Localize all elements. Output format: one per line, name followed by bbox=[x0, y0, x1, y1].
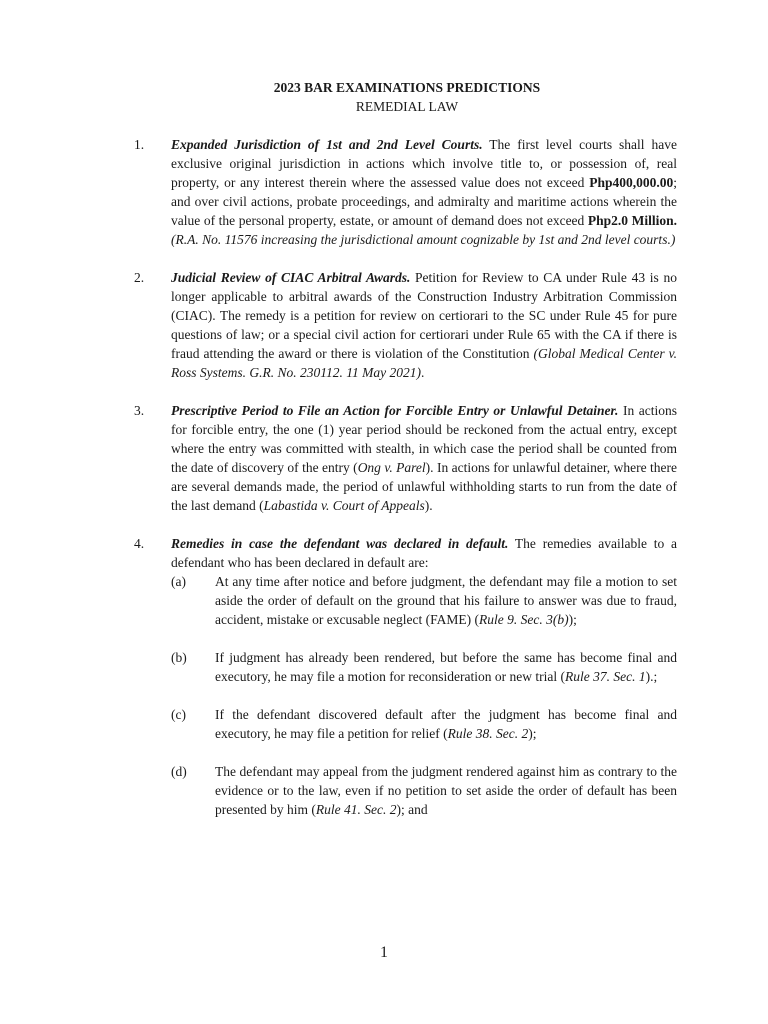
sub-item-text bbox=[215, 648, 677, 686]
sub-item-end: ); bbox=[528, 726, 537, 741]
item-citation: Labastida v. Court of Appeals bbox=[263, 498, 425, 513]
item-heading: Judicial Review of CIAC Arbitral Awards. bbox=[171, 270, 411, 285]
list-item bbox=[134, 401, 677, 515]
item-text: In actions for forcible entry, the one (1) year period should be reckoned from the actual entry, except where the entry was committed with stealth, in which case the period shall be counted from the date of discovery of the entry ( bbox=[171, 403, 677, 475]
item-number: 2. bbox=[134, 270, 145, 285]
sub-item-body: The defendant may appeal from the judgment rendered against him as contrary to the evidence or to the law, even if no petition to set aside the order of default has been presented by him ( bbox=[215, 764, 677, 817]
sub-item-text bbox=[215, 572, 677, 629]
item-number: 4. bbox=[134, 536, 145, 551]
item-text-end: . bbox=[420, 365, 425, 380]
item-body bbox=[171, 401, 677, 515]
item-heading: Prescriptive Period to File an Action for Forcible Entry or Unlawful Detainer. bbox=[171, 403, 619, 418]
item-citation: Ong v. Parel bbox=[357, 460, 426, 475]
sub-item bbox=[171, 762, 677, 819]
sub-item-end: ); and bbox=[396, 802, 428, 817]
document-header bbox=[0, 78, 768, 116]
sub-item bbox=[171, 705, 677, 743]
sub-item-label: (b) bbox=[171, 650, 187, 665]
sub-item-label: (a) bbox=[171, 574, 186, 589]
item-body bbox=[171, 268, 677, 382]
sub-item-end: ); bbox=[568, 612, 577, 627]
sub-item bbox=[171, 648, 677, 686]
sub-item-label: (c) bbox=[171, 707, 186, 722]
sub-item-citation: Rule 37. Sec. 1 bbox=[565, 669, 646, 684]
item-text: ). In actions for unlawful detainer, where there are several demands made, the period of unlawful withholding starts to run from the date of the last demand ( bbox=[171, 460, 678, 513]
sub-item-body: If judgment has already been rendered, but before the same has become final and executory, he may file a motion for reconsideration or new trial ( bbox=[215, 650, 677, 684]
list-item bbox=[134, 268, 677, 382]
sub-item-citation: Rule 41. Sec. 2 bbox=[315, 802, 397, 817]
list-item bbox=[134, 534, 677, 819]
sub-item-end: ).; bbox=[645, 669, 658, 684]
sub-item-citation: Rule 9. Sec. 3(b) bbox=[479, 612, 569, 627]
document-subtitle: REMEDIAL LAW bbox=[355, 99, 459, 114]
sub-item-text bbox=[215, 762, 677, 819]
sub-item-body: If the defendant discovered default after the judgment has become final and executory, he may file a petition for relief ( bbox=[215, 707, 677, 741]
page-number: 1 bbox=[380, 944, 388, 961]
item-citation: (R.A. No. 11576 increasing the jurisdictional amount cognizable by 1st and 2nd level courts.) bbox=[171, 232, 676, 247]
item-bold-value: Php2.0 Million. bbox=[587, 213, 677, 228]
item-text: Petition for Review to CA under Rule 43 is no longer applicable to arbitral awards of the Construction Industry Arbitration Commission (CIAC). The remedy is a petition for review on certiorari to the SC under Rule 45 for pure questions of law; or a special civil action for certiorari under Rule 65 with the CA if there is fraud attending the award or there is violation of the Constitution bbox=[171, 270, 677, 361]
document-title: 2023 BAR EXAMINATIONS PREDICTIONS bbox=[273, 80, 541, 95]
item-text: The first level courts shall have exclusive original jurisdiction in actions which involve title to, or possession of, real property, or any interest therein where the assessed value does not exceed bbox=[171, 137, 677, 190]
sub-item-label: (d) bbox=[171, 764, 187, 779]
sub-item-citation: Rule 38. Sec. 2 bbox=[447, 726, 529, 741]
item-bold-value: Php400,000.00 bbox=[589, 175, 674, 190]
item-body bbox=[171, 534, 677, 572]
item-heading: Expanded Jurisdiction of 1st and 2nd Level Courts. bbox=[171, 137, 483, 152]
sub-item-text bbox=[215, 705, 677, 743]
item-body bbox=[171, 135, 677, 249]
sub-item-body: At any time after notice and before judgment, the defendant may file a motion to set aside the order of default on the ground that his failure to answer was due to fraud, accident, mistake or excusable neglect (FAME) ( bbox=[215, 574, 677, 627]
item-text: The remedies available to a defendant who has been declared in default are: bbox=[171, 536, 677, 570]
item-heading: Remedies in case the defendant was declared in default. bbox=[171, 536, 509, 551]
item-text: ; and over civil actions, probate proceedings, and admiralty and maritime actions wherein the value of the personal property, estate, or amount of demand does not exceed bbox=[171, 175, 677, 228]
prediction-list bbox=[134, 135, 677, 838]
item-number: 1. bbox=[134, 137, 145, 152]
item-citation: (Global Medical Center v. Ross Systems. G.R. No. 230112. 11 May 2021) bbox=[171, 346, 677, 380]
sub-item bbox=[171, 572, 677, 629]
item-text-end: ). bbox=[424, 498, 433, 513]
item-number: 3. bbox=[134, 403, 145, 418]
list-item bbox=[134, 135, 677, 249]
